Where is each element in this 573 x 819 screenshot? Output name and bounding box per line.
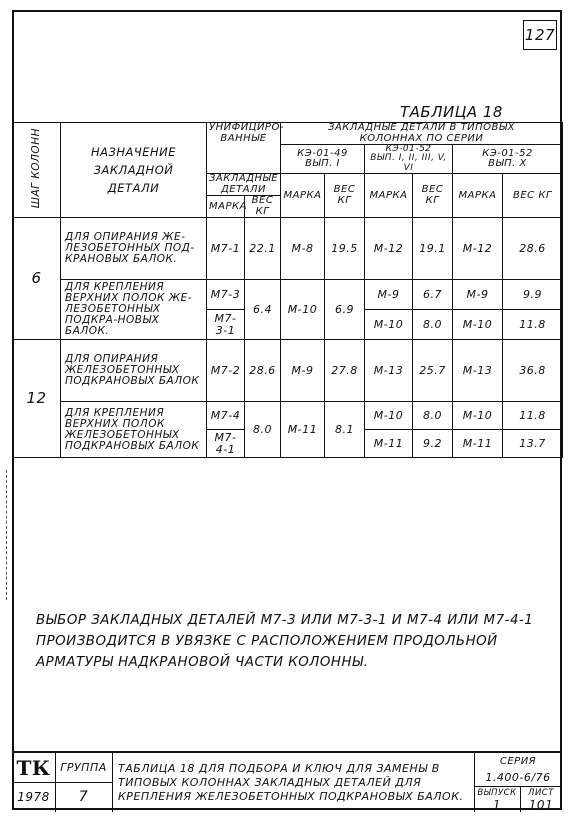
step-12: 12 xyxy=(13,340,61,458)
row1-weight0: 22.1 xyxy=(245,218,281,280)
row3-weight3: 36.8 xyxy=(503,340,563,402)
margin-marks xyxy=(6,470,10,600)
row4-mark1: М-11 xyxy=(281,402,325,458)
org-code: ТК xyxy=(16,755,51,780)
row1-description: ДЛЯ ОПИРАНИЯ ЖЕ-ЛЕЗОБЕТОННЫХ ПОД-КРАНОВЫХ БАЛОК. xyxy=(61,218,207,280)
group-label: ГРУППА xyxy=(60,761,107,774)
weight-header: ВЕС КГ xyxy=(503,174,563,218)
row3-mark1: М-9 xyxy=(281,340,325,402)
row2-weight2a: 6.7 xyxy=(413,280,453,310)
issue-number: 1 xyxy=(492,798,502,812)
weight-header: ВЕС КГ xyxy=(325,174,365,218)
issue-label: ВЫПУСК xyxy=(477,787,517,798)
series-label: СЕРИЯ xyxy=(499,755,537,767)
year: 1978 xyxy=(17,790,50,804)
row4-weight3b: 13.7 xyxy=(503,430,563,458)
sheet-description: ТАБЛИЦА 18 ДЛЯ ПОДБОРА И КЛЮЧ ДЛЯ ЗАМЕНЫ В ТИПОВЫХ КОЛОННАХ ЗАКЛАДНЫХ ДЕТАЛЕЙ ДЛЯ КРЕПЛЕНИЯ ЖЕЛЕЗОБЕТОННЫХ ПОДКРАНОВЫХ БАЛОК. xyxy=(118,761,464,803)
group-number: 7 xyxy=(78,789,89,805)
row1-mark1: М-8 xyxy=(281,218,325,280)
table-title: ТАБЛИЦА 18 xyxy=(400,103,503,121)
row2-mark1: М-10 xyxy=(281,280,325,340)
sheet-number: 101 xyxy=(528,798,554,812)
row2-mark2b: М-10 xyxy=(365,310,413,340)
row4-mark3b: М-11 xyxy=(453,430,503,458)
series3-header: КЭ-01-52 ВЫП. X xyxy=(453,145,563,174)
page-number: 127 xyxy=(523,20,557,50)
unified-header: УНИФИЦИРО- ВАННЫЕ xyxy=(207,123,281,174)
row3-mark0: М7-2 xyxy=(207,340,245,402)
row2-mark2a: М-9 xyxy=(365,280,413,310)
row2-mark3a: М-9 xyxy=(453,280,503,310)
row2-weight2b: 8.0 xyxy=(413,310,453,340)
row3-weight2: 25.7 xyxy=(413,340,453,402)
row3-weight1: 27.8 xyxy=(325,340,365,402)
row4-weight0: 8.0 xyxy=(245,402,281,458)
typical-header: ЗАКЛАДНЫЕ ДЕТАЛИ В ТИПОВЫХ КОЛОННАХ ПО СЕРИИ xyxy=(281,123,563,145)
row1-mark2: М-12 xyxy=(365,218,413,280)
row2-description: ДЛЯ КРЕПЛЕНИЯ ВЕРХНИХ ПОЛОК ЖЕ-ЛЕЗОБЕТОННЫХ ПОДКРА-НОВЫХ БАЛОК. xyxy=(61,280,207,340)
weight-header: ВЕС КГ xyxy=(245,196,281,218)
series2-header: КЭ-01-52 ВЫП. I, II, III, V, VI xyxy=(365,145,453,174)
row1-weight2: 19.1 xyxy=(413,218,453,280)
row4-mark3a: М-10 xyxy=(453,402,503,430)
row4-mark2a: М-10 xyxy=(365,402,413,430)
row1-mark3: М-12 xyxy=(453,218,503,280)
sheet-label: ЛИСТ xyxy=(528,787,554,798)
row2-mark3b: М-10 xyxy=(453,310,503,340)
row2-mark0a: М7-3 xyxy=(207,280,245,310)
row4-weight1: 8.1 xyxy=(325,402,365,458)
row3-weight0: 28.6 xyxy=(245,340,281,402)
row2-weight0: 6.4 xyxy=(245,280,281,340)
row1-mark0: М7-1 xyxy=(207,218,245,280)
unified-header-2: ЗАКЛАДНЫЕ ДЕТАЛИ xyxy=(207,174,281,196)
step-header: ШАГ КОЛОНН xyxy=(13,123,61,218)
row4-mark0b: М7-4-1 xyxy=(207,430,245,458)
row3-description: ДЛЯ ОПИРАНИЯ ЖЕЛЕЗОБЕТОННЫХ ПОДКРАНОВЫХ БАЛОК xyxy=(61,340,207,402)
embedded-parts-table xyxy=(12,122,563,458)
row3-mark2: М-13 xyxy=(365,340,413,402)
row2-mark0b: М7-3-1 xyxy=(207,310,245,340)
step-6: 6 xyxy=(13,218,61,340)
purpose-header: НАЗНАЧЕНИЕ ЗАКЛАДНОЙ ДЕТАЛИ xyxy=(61,123,207,218)
title-block xyxy=(12,751,562,812)
table-note: ВЫБОР ЗАКЛАДНЫХ ДЕТАЛЕЙ М7-3 ИЛИ М7-3-1 И М7-4 ИЛИ М7-4-1 ПРОИЗВОДИТСЯ В УВЯЗКЕ С РАСПОЛОЖЕНИЕМ ПРОДОЛЬНОЙ АРМАТУРЫ НАДКРАНОВОЙ ЧАСТИ КОЛОННЫ. xyxy=(36,613,534,670)
mark-header: МАРКА xyxy=(453,174,503,218)
row4-weight2a: 8.0 xyxy=(413,402,453,430)
row2-weight3b: 11.8 xyxy=(503,310,563,340)
mark-header: МАРКА xyxy=(281,174,325,218)
row4-mark0a: М7-4 xyxy=(207,402,245,430)
series1-header: КЭ-01-49 ВЫП. I xyxy=(281,145,365,174)
row1-weight3: 28.6 xyxy=(503,218,563,280)
series-code: 1.400-6/76 xyxy=(485,770,551,784)
row2-weight3a: 9.9 xyxy=(503,280,563,310)
row4-weight2b: 9.2 xyxy=(413,430,453,458)
row4-weight3a: 11.8 xyxy=(503,402,563,430)
mark-header: МАРКА xyxy=(207,196,245,218)
row4-mark2b: М-11 xyxy=(365,430,413,458)
row2-weight1: 6.9 xyxy=(325,280,365,340)
row4-description: ДЛЯ КРЕПЛЕНИЯ ВЕРХНИХ ПОЛОК ЖЕЛЕЗОБЕТОННЫХ ПОДКРАНОВЫХ БАЛОК xyxy=(61,402,207,458)
row1-weight1: 19.5 xyxy=(325,218,365,280)
mark-header: МАРКА xyxy=(365,174,413,218)
row3-mark3: М-13 xyxy=(453,340,503,402)
weight-header: ВЕС КГ xyxy=(413,174,453,218)
